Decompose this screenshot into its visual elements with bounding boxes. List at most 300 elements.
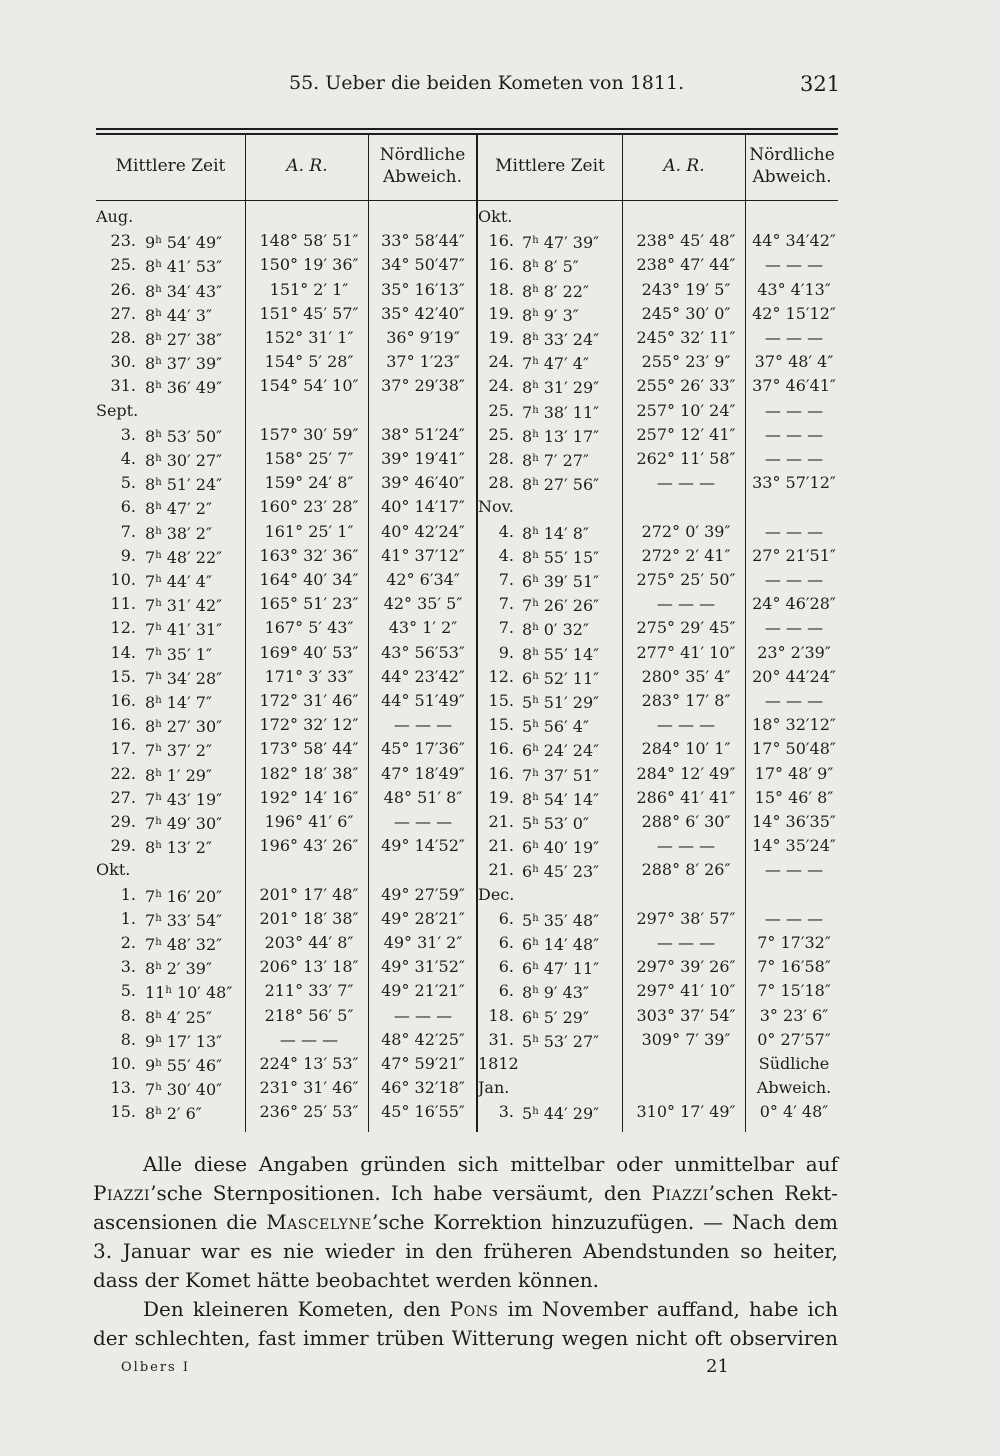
cell-right-ascension: 245° 32′ 11″	[636, 328, 736, 347]
cell-declination: 44° 51′49″	[381, 691, 465, 710]
cell-time: 5$^h$ 53′ 27″	[522, 1031, 600, 1051]
cell-right-ascension: 151° 2′ 1″	[269, 279, 349, 299]
cell-day: 24.	[488, 352, 514, 372]
cell-day: 22.	[110, 763, 136, 783]
cell-day: 3.	[120, 424, 136, 444]
cell-time: 8$^h$ 13′ 17″	[522, 426, 600, 446]
cell-time: 7$^h$ 47′ 4″	[522, 354, 589, 374]
cell-right-ascension: 151° 45′ 57″	[259, 303, 359, 323]
cell-right-ascension: 257° 10′ 24″	[636, 400, 736, 420]
cell-time: 8$^h$ 0′ 32″	[522, 620, 589, 640]
cell-declination: 7° 15′18″	[757, 981, 831, 1001]
cell-right-ascension: — — —	[656, 715, 716, 735]
cell-declination: 49° 28′21″	[381, 908, 465, 928]
cell-time: 8$^h$ 51′ 24″	[145, 475, 223, 495]
cell-day: 16.	[110, 715, 136, 735]
cell-day: 13.	[110, 1078, 136, 1098]
cell-right-ascension: 218° 56′ 5″	[264, 1005, 354, 1025]
cell-declination: 49° 31′52″	[381, 957, 465, 977]
text-fragment: im November auffand, habe ich	[498, 1297, 838, 1321]
cell-right-ascension: 275° 25′ 50″	[636, 570, 736, 589]
cell-time: 8$^h$ 27′ 30″	[145, 717, 223, 737]
cell-day: 3.	[498, 1102, 514, 1122]
cell-right-ascension: 169° 40′ 53″	[259, 642, 359, 662]
cell-time: 7$^h$ 16′ 20″	[145, 886, 223, 906]
cell-declination: 49° 21′21″	[381, 981, 465, 1001]
cell-day: 9.	[498, 642, 514, 662]
cell-declination: 14° 36′35″	[752, 812, 836, 831]
cell-declination: 34° 50′47″	[381, 255, 465, 275]
cell-right-ascension: 154° 54′ 10″	[259, 376, 359, 396]
cell-right-ascension: 167° 5′ 43″	[264, 618, 354, 638]
cell-day: 23.	[110, 231, 136, 251]
table-header-rule	[96, 200, 838, 201]
cell-time: 7$^h$ 41′ 31″	[145, 620, 223, 640]
cell-time: 8$^h$ 8′ 5″	[522, 257, 579, 277]
paragraph-2	[93, 1295, 838, 1353]
cell-right-ascension: 238° 47′ 44″	[636, 255, 736, 275]
header-mean-time: Mittlere Zeit	[495, 156, 605, 176]
cell-declination: — — —	[764, 618, 824, 638]
cell-time: 8$^h$ 41′ 53″	[145, 257, 223, 277]
cell-day: 21.	[488, 836, 514, 856]
paragraph-1	[93, 1150, 838, 1295]
cell-right-ascension: 238° 45′ 48″	[636, 231, 736, 251]
cell-day: 11.	[110, 594, 136, 614]
cell-declination: — — —	[393, 1005, 453, 1025]
cell-time: 8$^h$ 37′ 39″	[145, 354, 223, 374]
cell-time: 6$^h$ 24′ 24″	[522, 741, 600, 761]
cell-declination: 48° 51′ 8″	[383, 787, 463, 807]
cell-declination: — — —	[764, 908, 824, 928]
text-line: dass der Komet hätte beobachtet werden können.	[93, 1268, 600, 1292]
cell-declination: 20° 44′24″	[752, 666, 836, 686]
cell-time: 5$^h$ 56′ 4″	[522, 717, 589, 737]
cell-day: 25.	[110, 255, 136, 275]
cell-right-ascension: 297° 39′ 26″	[636, 957, 736, 977]
month-label: Aug.	[96, 207, 134, 226]
cell-time: 8$^h$ 8′ 22″	[522, 281, 589, 301]
header-declination	[746, 144, 838, 188]
cell-declination: 17° 50′48″	[752, 739, 836, 759]
cell-day: 17.	[110, 739, 136, 759]
cell-right-ascension: 310° 17′ 49″	[636, 1102, 736, 1122]
cell-declination: 45° 17′36″	[381, 739, 465, 759]
cell-right-ascension: 255° 23′ 9″	[641, 352, 731, 372]
cell-right-ascension: 154° 5′ 28″	[264, 352, 354, 372]
cell-time: 8$^h$ 9′ 3″	[522, 305, 579, 325]
cell-day: 3.	[120, 957, 136, 977]
cell-right-ascension: 236° 25′ 53″	[259, 1102, 359, 1122]
cell-day: 26.	[110, 279, 136, 299]
cell-right-ascension: 275° 29′ 45″	[636, 618, 736, 638]
cell-time: 8$^h$ 47′ 2″	[145, 499, 212, 519]
cell-right-ascension: 280° 35′ 4″	[641, 666, 731, 686]
cell-declination: 33° 58′44″	[381, 231, 465, 251]
cell-time: 8$^h$ 4′ 25″	[145, 1007, 212, 1027]
cell-declination: — — —	[764, 570, 824, 589]
cell-declination: 46° 32′18″	[381, 1078, 465, 1098]
cell-right-ascension: 272° 2′ 41″	[641, 545, 731, 565]
cell-right-ascension: 152° 31′ 1″	[264, 328, 354, 347]
cell-right-ascension: 283° 17′ 8″	[641, 691, 731, 710]
cell-day: 12.	[110, 618, 136, 638]
cell-right-ascension: 182° 18′ 38″	[259, 763, 359, 783]
text-fragment: ’schen Rekt-	[708, 1181, 838, 1205]
cell-time: 7$^h$ 37′ 51″	[522, 765, 600, 785]
cell-right-ascension: 257° 12′ 41″	[636, 424, 736, 444]
cell-declination: — — —	[764, 255, 824, 275]
cell-time: 7$^h$ 48′ 32″	[145, 935, 223, 954]
cell-time: 9$^h$ 17′ 13″	[145, 1031, 223, 1051]
cell-declination: 45° 16′55″	[381, 1102, 465, 1122]
cell-day: 24.	[488, 376, 514, 396]
text-line: Alle diese Angaben gründen sich mittelbar oder unmittelbar auf	[143, 1152, 838, 1176]
cell-day: 15.	[110, 666, 136, 686]
cell-right-ascension: 201° 18′ 38″	[259, 908, 359, 928]
cell-time: 8$^h$ 38′ 2″	[145, 523, 212, 543]
cell-right-ascension: 196° 43′ 26″	[259, 836, 359, 856]
cell-day: 19.	[488, 303, 514, 323]
cell-time: 7$^h$ 31′ 42″	[145, 596, 223, 616]
cell-right-ascension: 192° 14′ 16″	[259, 787, 359, 807]
cell-day: 16.	[488, 231, 514, 251]
text-fragment: ’sche Sternpositionen. Ich habe versäumt, den	[150, 1181, 652, 1205]
cell-declination: 14° 35′24″	[752, 836, 836, 856]
cell-day: 2.	[120, 933, 136, 952]
cell-right-ascension: 148° 58′ 51″	[259, 231, 359, 251]
cell-declination: — — —	[764, 400, 824, 420]
cell-day: 6.	[498, 933, 514, 952]
col-divider	[745, 135, 746, 1132]
cell-day: 15.	[110, 1102, 136, 1122]
cell-right-ascension: 171° 3′ 33″	[264, 666, 354, 686]
cell-day: 1.	[120, 884, 136, 904]
cell-day: 10.	[110, 1054, 136, 1073]
cell-day: 15.	[488, 691, 514, 710]
cell-time: 8$^h$ 34′ 43″	[145, 281, 223, 301]
cell-day: 6.	[120, 497, 136, 517]
cell-time: 8$^h$ 14′ 7″	[145, 693, 212, 712]
cell-time: 5$^h$ 35′ 48″	[522, 910, 600, 930]
month-label: Okt.	[478, 207, 513, 226]
cell-time: 6$^h$ 14′ 48″	[522, 935, 600, 954]
cell-declination: — — —	[764, 449, 824, 468]
cell-declination: 49° 27′59″	[381, 884, 465, 904]
cell-declination: 35° 16′13″	[381, 279, 465, 299]
cell-declination: 42° 35′ 5″	[383, 594, 463, 614]
cell-day: 18.	[488, 1005, 514, 1025]
table-top-rule-2	[96, 133, 838, 135]
cell-time: 7$^h$ 37′ 2″	[145, 741, 212, 761]
signature-mark: Olbers I	[121, 1360, 190, 1375]
cell-time: 8$^h$ 7′ 27″	[522, 451, 589, 470]
cell-declination: 42° 6′34″	[386, 570, 460, 589]
author-name: Piazzi	[651, 1181, 709, 1205]
cell-day: 7.	[498, 594, 514, 614]
header-mean-time: Mittlere Zeit	[115, 156, 226, 176]
cell-time: 7$^h$ 26′ 26″	[522, 596, 600, 616]
cell-day: 28.	[488, 449, 514, 468]
cell-right-ascension: 203° 44′ 8″	[264, 933, 354, 952]
cell-time: 6$^h$ 52′ 11″	[522, 668, 600, 688]
cell-right-ascension: 272° 0′ 39″	[641, 521, 731, 541]
cell-right-ascension: 161° 25′ 1″	[264, 521, 354, 541]
cell-declination: — — —	[764, 424, 824, 444]
cell-declination: 43° 56′53″	[381, 642, 465, 662]
cell-time: 8$^h$ 44′ 3″	[145, 305, 212, 325]
text-fragment: ’sche Korrektion hinzuzufügen. — Nach dem	[371, 1210, 839, 1234]
cell-day: 8.	[120, 1005, 136, 1025]
cell-day: 19.	[488, 787, 514, 807]
col-divider	[368, 135, 369, 1132]
cell-day: 19.	[488, 328, 514, 347]
cell-right-ascension: 165° 51′ 23″	[259, 594, 359, 614]
cell-day: 27.	[110, 787, 136, 807]
cell-time: 6$^h$ 5′ 29″	[522, 1007, 589, 1027]
cell-declination: 36° 9′19″	[386, 328, 460, 347]
author-name: Piazzi	[93, 1181, 151, 1205]
cell-declination: Abweich.	[756, 1078, 832, 1098]
cell-day: 30.	[110, 352, 136, 372]
cell-declination: — — —	[764, 328, 824, 347]
cell-day: 29.	[110, 836, 136, 856]
cell-day: 7.	[498, 570, 514, 589]
cell-right-ascension: 157° 30′ 59″	[259, 424, 359, 444]
cell-declination: 47° 18′49″	[381, 763, 465, 783]
cell-time: 6$^h$ 47′ 11″	[522, 959, 600, 979]
page-number: 321	[800, 72, 841, 96]
cell-time: 8$^h$ 14′ 8″	[522, 523, 589, 543]
month-label: Nov.	[478, 497, 514, 517]
month-label: Dec.	[478, 884, 515, 904]
cell-right-ascension: — — —	[656, 836, 716, 856]
cell-declination: 49° 31′ 2″	[383, 933, 463, 952]
cell-right-ascension: 286° 41′ 41″	[636, 787, 736, 807]
month-label: Jan.	[478, 1078, 510, 1098]
cell-day: 25.	[488, 400, 514, 420]
cell-time: 6$^h$ 40′ 19″	[522, 838, 600, 858]
cell-day: 9.	[120, 545, 136, 565]
cell-day: 21.	[488, 812, 514, 831]
cell-right-ascension: 172° 31′ 46″	[259, 691, 359, 710]
cell-right-ascension: 231° 31′ 46″	[259, 1078, 359, 1098]
cell-time: 8$^h$ 30′ 27″	[145, 451, 223, 470]
cell-day: 8.	[120, 1029, 136, 1049]
text-line	[93, 1179, 838, 1208]
month-label: 1812	[478, 1054, 519, 1073]
cell-declination: 3° 23′ 6″	[759, 1005, 829, 1025]
cell-time: 9$^h$ 55′ 46″	[145, 1056, 223, 1075]
cell-declination: — — —	[764, 691, 824, 710]
author-name: Mascelyne	[266, 1210, 372, 1234]
sheet-number: 21	[706, 1356, 729, 1377]
cell-declination: 43° 4′13″	[757, 279, 831, 299]
month-label: Okt.	[96, 860, 131, 880]
cell-day: 29.	[110, 812, 136, 831]
cell-declination: 0° 4′ 48″	[759, 1102, 829, 1122]
cell-day: 5.	[120, 981, 136, 1001]
cell-right-ascension: 163° 32′ 36″	[259, 545, 359, 565]
cell-time: 7$^h$ 43′ 19″	[145, 789, 223, 809]
cell-right-ascension: 288° 6′ 30″	[641, 812, 731, 831]
cell-right-ascension: 164° 40′ 34″	[259, 570, 359, 589]
cell-time: 8$^h$ 36′ 49″	[145, 378, 223, 398]
cell-declination: 47° 59′21″	[381, 1054, 465, 1073]
cell-right-ascension: 297° 38′ 57″	[636, 908, 736, 928]
cell-declination: 37° 46′41″	[752, 376, 836, 396]
cell-declination: 44° 34′42″	[752, 231, 836, 251]
header-declination-line1: Nördliche	[379, 145, 466, 165]
cell-time: 11$^h$ 10′ 48″	[145, 983, 233, 1003]
cell-right-ascension: 309° 7′ 39″	[641, 1029, 731, 1049]
cell-time: 8$^h$ 2′ 6″	[145, 1104, 202, 1124]
cell-declination: 38° 51′24″	[381, 424, 465, 444]
cell-declination: 49° 14′52″	[381, 836, 465, 856]
month-label: Sept.	[96, 400, 139, 420]
text-line	[93, 1295, 838, 1324]
cell-declination: 37° 29′38″	[381, 376, 465, 396]
cell-right-ascension: 196° 41′ 6″	[264, 812, 354, 831]
cell-right-ascension: — — —	[656, 594, 716, 614]
cell-day: 14.	[110, 642, 136, 662]
cell-right-ascension: 172° 32′ 12″	[259, 715, 359, 735]
cell-day: 10.	[110, 570, 136, 589]
cell-time: 7$^h$ 30′ 40″	[145, 1080, 223, 1100]
cell-right-ascension: 303° 37′ 54″	[636, 1005, 736, 1025]
cell-day: 7.	[498, 618, 514, 638]
cell-right-ascension: 150° 19′ 36″	[259, 255, 359, 275]
cell-declination: 27° 21′51″	[752, 545, 836, 565]
cell-day: 25.	[488, 424, 514, 444]
cell-time: 8$^h$ 27′ 38″	[145, 330, 223, 349]
cell-declination: 37° 1′23″	[386, 352, 460, 372]
cell-declination: Südliche	[758, 1054, 830, 1073]
cell-time: 8$^h$ 31′ 29″	[522, 378, 600, 398]
cell-day: 6.	[498, 981, 514, 1001]
header-right-ascension: A. R.	[286, 156, 328, 176]
cell-declination: 39° 19′41″	[381, 449, 465, 468]
cell-right-ascension: — — —	[279, 1029, 339, 1049]
cell-time: 5$^h$ 51′ 29″	[522, 693, 600, 712]
cell-declination: 23° 2′39″	[757, 642, 831, 662]
header-declination-line2: Abweich.	[382, 167, 463, 187]
cell-right-ascension: 173° 58′ 44″	[259, 739, 359, 759]
header-right-ascension: A. R.	[663, 156, 705, 176]
cell-time: 8$^h$ 27′ 56″	[522, 475, 600, 495]
cell-right-ascension: — — —	[656, 933, 716, 952]
cell-day: 6.	[498, 957, 514, 977]
cell-right-ascension: 160° 23′ 28″	[259, 497, 359, 517]
cell-time: 7$^h$ 33′ 54″	[145, 910, 223, 930]
cell-time: 8$^h$ 53′ 50″	[145, 426, 223, 446]
cell-declination: 42° 15′12″	[752, 303, 836, 323]
cell-declination: — — —	[764, 860, 824, 880]
cell-right-ascension: 277° 41′ 10″	[636, 642, 736, 662]
cell-time: 7$^h$ 35′ 1″	[145, 644, 212, 664]
cell-time: 8$^h$ 54′ 14″	[522, 789, 600, 809]
cell-time: 8$^h$ 55′ 15″	[522, 547, 600, 567]
cell-right-ascension: 211° 33′ 7″	[264, 981, 354, 1001]
cell-day: 4.	[498, 545, 514, 565]
cell-time: 7$^h$ 47′ 39″	[522, 233, 600, 253]
cell-right-ascension: 284° 10′ 1″	[641, 739, 731, 759]
cell-declination: 41° 37′12″	[381, 545, 465, 565]
cell-time: 8$^h$ 13′ 2″	[145, 838, 212, 858]
text-line: 3. Januar war es nie wieder in den früheren Abendstunden so heiter,	[93, 1239, 838, 1263]
cell-right-ascension: 159° 24′ 8″	[264, 473, 354, 493]
header-declination	[369, 144, 476, 188]
cell-time: 8$^h$ 9′ 43″	[522, 983, 589, 1003]
cell-day: 27.	[110, 303, 136, 323]
cell-declination: 0° 27′57″	[757, 1029, 831, 1049]
cell-day: 31.	[110, 376, 136, 396]
cell-day: 18.	[488, 279, 514, 299]
col-divider	[245, 135, 246, 1132]
cell-right-ascension: 284° 12′ 49″	[636, 763, 736, 783]
cell-declination: 39° 46′40″	[381, 473, 465, 493]
cell-time: 8$^h$ 55′ 14″	[522, 644, 600, 664]
cell-day: 16.	[110, 691, 136, 710]
cell-time: 7$^h$ 44′ 4″	[145, 572, 212, 591]
cell-declination: — — —	[393, 715, 453, 735]
table-top-rule-1	[96, 128, 838, 130]
text-line	[93, 1208, 838, 1237]
cell-day: 15.	[488, 715, 514, 735]
cell-time: 6$^h$ 39′ 51″	[522, 572, 600, 591]
cell-day: 16.	[488, 763, 514, 783]
cell-day: 4.	[498, 521, 514, 541]
text-line: der schlechten, fast immer trüben Witterung wegen nicht oft observiren	[93, 1326, 838, 1350]
cell-declination: 7° 17′32″	[757, 933, 831, 952]
cell-day: 7.	[120, 521, 136, 541]
cell-right-ascension: 206° 13′ 18″	[259, 957, 359, 977]
text-fragment: ascensionen die	[93, 1210, 267, 1234]
cell-right-ascension: 158° 25′ 7″	[264, 449, 354, 468]
cell-day: 16.	[488, 739, 514, 759]
cell-declination: 40° 42′24″	[381, 521, 465, 541]
cell-declination: 24° 46′28″	[752, 594, 836, 614]
header-declination-line2: Abweich.	[752, 167, 832, 187]
cell-declination: 48° 42′25″	[381, 1029, 465, 1049]
cell-day: 4.	[120, 449, 136, 468]
cell-declination: 33° 57′12″	[752, 473, 836, 493]
cell-day: 16.	[488, 255, 514, 275]
running-head: 55. Ueber die beiden Kometen von 1811.	[289, 72, 685, 94]
cell-time: 8$^h$ 1′ 29″	[145, 765, 212, 785]
cell-declination: — — —	[764, 521, 824, 541]
cell-right-ascension: 297° 41′ 10″	[636, 981, 736, 1001]
cell-time: 8$^h$ 2′ 39″	[145, 959, 212, 979]
cell-declination: 44° 23′42″	[381, 666, 465, 686]
cell-day: 1.	[120, 908, 136, 928]
cell-declination: 35° 42′40″	[381, 303, 465, 323]
header-declination-line1: Nördliche	[749, 145, 835, 165]
cell-day: 6.	[498, 908, 514, 928]
cell-time: 7$^h$ 49′ 30″	[145, 814, 223, 833]
cell-time: 8$^h$ 33′ 24″	[522, 330, 600, 349]
cell-time: 7$^h$ 38′ 11″	[522, 402, 600, 422]
cell-right-ascension: 245° 30′ 0″	[641, 303, 731, 323]
cell-time: 7$^h$ 48′ 22″	[145, 547, 223, 567]
cell-declination: — — —	[393, 812, 453, 831]
cell-declination: 15° 46′ 8″	[754, 787, 834, 807]
cell-day: 5.	[120, 473, 136, 493]
cell-declination: 37° 48′ 4″	[754, 352, 834, 372]
cell-day: 21.	[488, 860, 514, 880]
cell-right-ascension: 262° 11′ 58″	[636, 449, 736, 468]
cell-time: 7$^h$ 34′ 28″	[145, 668, 223, 688]
